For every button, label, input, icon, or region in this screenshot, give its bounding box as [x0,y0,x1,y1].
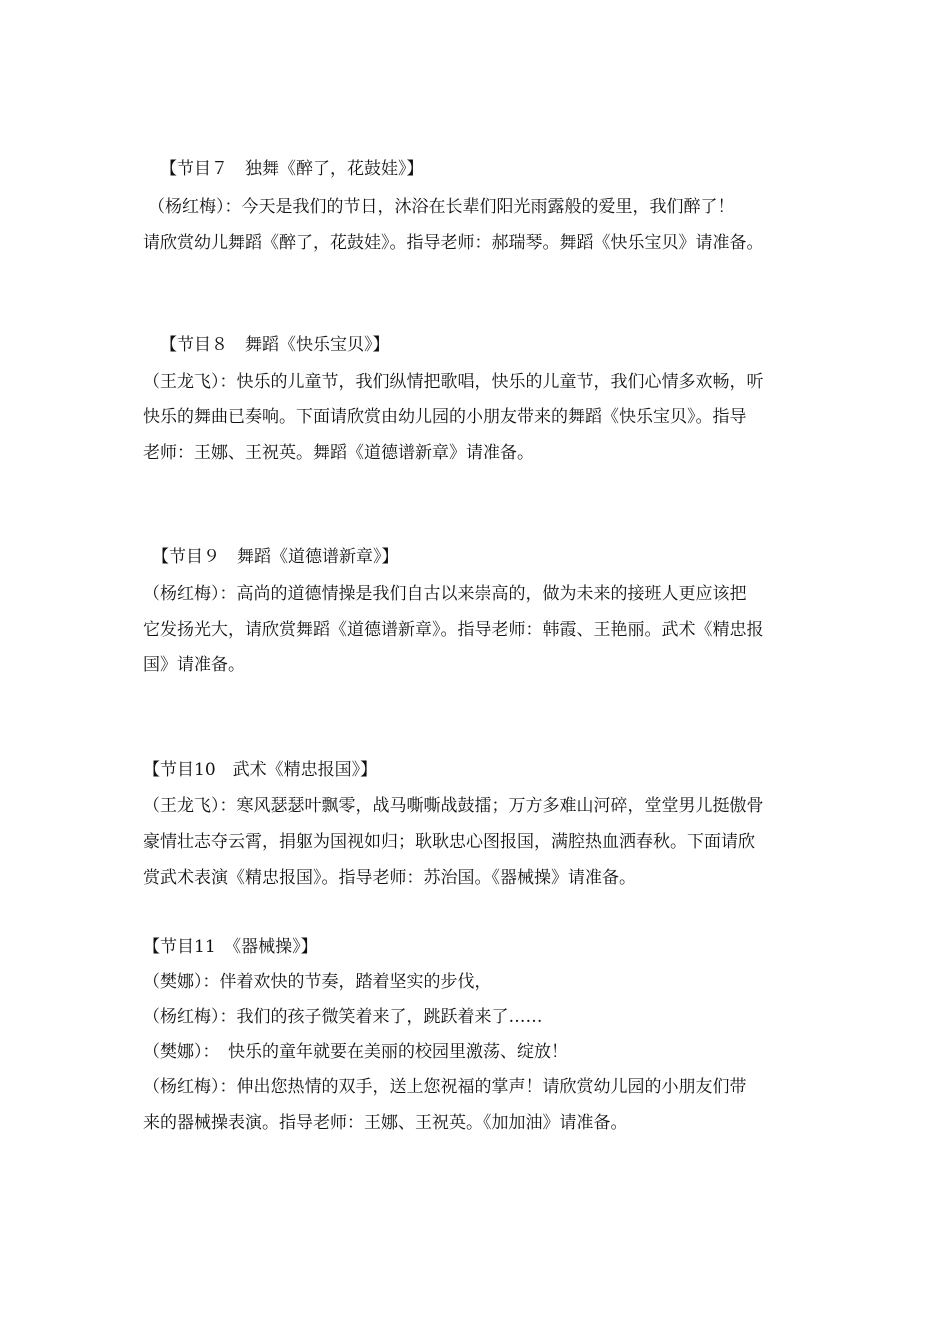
paragraph-line: 老师：王娜、王祝英。舞蹈《道德谱新章》请准备。 [143,443,534,463]
dialogue-line: （樊娜）： 快乐的童年就要在美丽的校园里激荡、绽放！ [143,1042,568,1062]
paragraph-line: （王龙飞）：快乐的儿童节，我们纵情把歌唱，快乐的儿童节，我们心情多欢畅，听 [143,372,764,392]
section-heading-10: 【节目10 武术《精忠报国》】 [143,760,378,780]
section-heading-8: 【节目８ 舞蹈《快乐宝贝》】 [160,335,390,355]
paragraph-line: 它发扬光大，请欣赏舞蹈《道德谱新章》。指导老师：韩霞、王艳丽。武术《精忠报 [143,620,764,640]
paragraph-line: 赏武术表演《精忠报国》。指导老师：苏治国。《器械操》请准备。 [143,868,636,888]
dialogue-line: （杨红梅）：我们的孩子微笑着来了，跳跃着来了…… [143,1007,543,1027]
paragraph-line: 来的器械操表演。指导老师：王娜、王祝英。《加加油》请准备。 [143,1113,628,1133]
paragraph-line: （杨红梅）：今天是我们的节日，沐浴在长辈们阳光雨露般的爱里，我们醉了！ [148,197,735,217]
paragraph-line: （杨红梅）：伸出您热情的双手，送上您祝福的掌声！请欣赏幼儿园的小朋友们带 [143,1077,747,1097]
paragraph-line: （杨红梅）：高尚的道德情操是我们自古以来崇高的，做为未来的接班人更应该把 [143,584,747,604]
paragraph-line: 快乐的舞曲已奏响。下面请欣赏由幼儿园的小朋友带来的舞蹈《快乐宝贝》。指导 [143,407,747,427]
section-heading-7: 【节目７ 独舞《醉了，花鼓娃》】 [160,159,424,179]
dialogue-line: （樊娜）：伴着欢快的节奏，踏着坚实的步伐， [143,972,492,992]
section-heading-11: 【节目11 《器械操》】 [143,937,318,957]
paragraph-line: 国》请准备。 [143,655,245,675]
paragraph-line: 请欣赏幼儿舞蹈《醉了，花鼓娃》。指导老师：郝瑞琴。舞蹈《快乐宝贝》请准备。 [143,233,764,253]
paragraph-line: （王龙飞）：寒风瑟瑟叶飘零，战马嘶嘶战鼓擂；万方多难山河碎，堂堂男儿挺傲骨 [143,796,764,816]
paragraph-line: 豪情壮志夺云霄，捐躯为国视如归；耿耿忠心图报国，满腔热血洒春秋。下面请欣 [143,832,755,852]
section-heading-9: 【节目９ 舞蹈《道德谱新章》】 [152,547,399,567]
